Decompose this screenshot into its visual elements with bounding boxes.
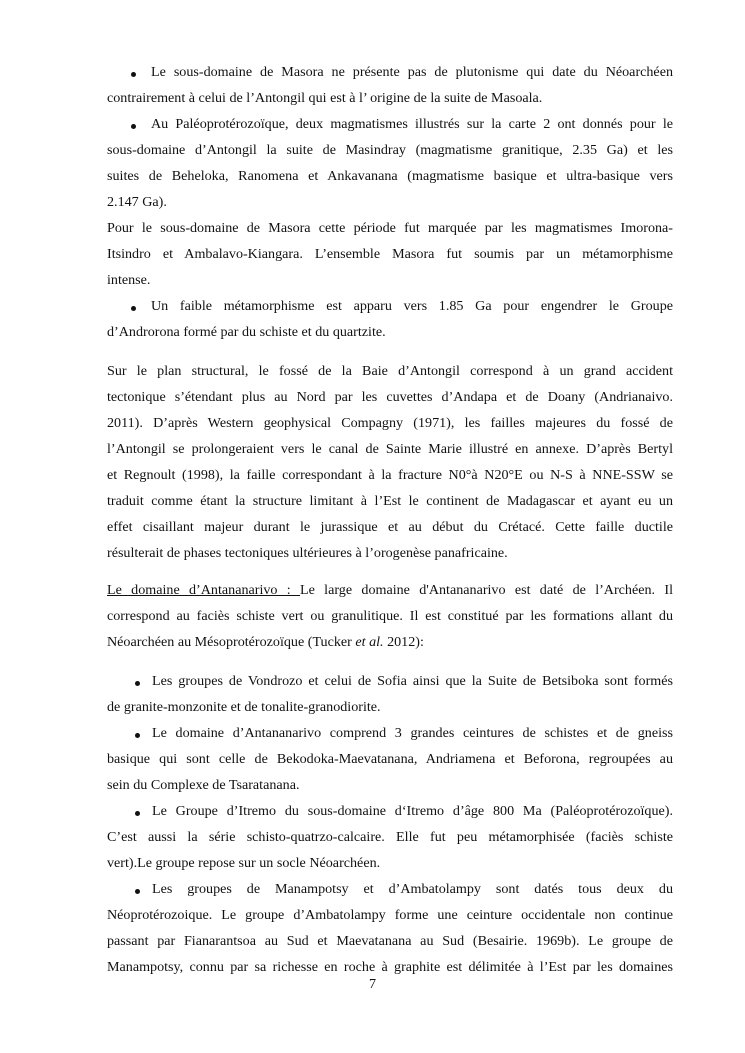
paragraph-line: tectonique s’étendant plus au Nord par les cuvettes d’Andapa et de Doany (Andrianaivo. <box>107 389 673 405</box>
paragraph-line: Sur le plan structural, le fossé de la Baie d’Antongil correspond à un grand accident <box>107 363 673 379</box>
bullet-icon <box>135 889 140 894</box>
bullet-icon <box>135 733 140 738</box>
paragraph-line: résulterait de phases tectoniques ultérieures à l’orogenèse panafricaine. <box>107 545 508 561</box>
paragraph-line: Néoprotérozoique. Le groupe d’Ambatolampy forme une ceinture occidentale non continue <box>107 907 673 923</box>
bullet-icon <box>131 72 136 77</box>
paragraph-line: sous-domaine d’Antongil la suite de Masindray (magmatisme granitique, 2.35 Ga) et les <box>107 142 673 158</box>
paragraph-line: Un faible métamorphisme est apparu vers 1.85 Ga pour engendrer le Groupe <box>151 298 673 314</box>
paragraph-line: 2.147 Ga). <box>107 194 167 210</box>
paragraph-line: intense. <box>107 272 151 288</box>
paragraph-line: Le domaine d’Antananarivo comprend 3 grandes ceintures de schistes et de gneiss <box>152 725 673 741</box>
citation-text-end: 2012): <box>383 634 424 650</box>
paragraph-line: C’est aussi la série schisto-quatrzo-calcaire. Elle fut peu métamorphisée (faciès schiste <box>107 829 673 845</box>
paragraph-line: suites de Beheloka, Ranomena et Ankavanana (magmatisme basique et ultra-basique vers <box>107 168 673 184</box>
paragraph-line: Itsindro et Ambalavo-Kiangara. L’ensemble Masora fut soumis par un métamorphisme <box>107 246 673 262</box>
paragraph-line: Manampotsy, connu par sa richesse en roche à graphite est délimitée à l’Est par les domaines <box>107 959 673 975</box>
bullet-icon <box>135 811 140 816</box>
paragraph-line: contrairement à celui de l’Antongil qui est à l’ origine de la suite de Masoala. <box>107 90 543 106</box>
paragraph-line: de granite-monzonite et de tonalite-granodiorite. <box>107 699 381 715</box>
paragraph-line: Le sous-domaine de Masora ne présente pas de plutonisme qui date du Néoarchéen <box>151 64 673 80</box>
paragraph-line: 2011). D’après Western geophysical Compagny (1971), les failles majeures du fossé de <box>107 415 673 431</box>
paragraph-line: Le Groupe d’Itremo du sous-domaine d‘Itremo d’âge 800 Ma (Paléoprotérozoïque). <box>152 803 673 819</box>
paragraph-line: Les groupes de Manampotsy et d’Ambatolampy sont datés tous deux du <box>152 881 673 897</box>
paragraph-line: correspond au faciès schiste vert ou granulitique. Il est constitué par les formations allant du <box>107 608 673 624</box>
heading-line-text: Le large domaine d'Antananarivo est daté de l’Archéen. Il <box>300 582 673 598</box>
paragraph-line <box>107 632 673 652</box>
bullet-icon <box>131 124 136 129</box>
bullet-icon <box>131 306 136 311</box>
paragraph-line: d’Androrona formé par du schiste et du quartzite. <box>107 324 386 340</box>
paragraph-line: Pour le sous-domaine de Masora cette période fut marquée par les magmatismes Imorona- <box>107 220 673 236</box>
bullet-icon <box>135 681 140 686</box>
paragraph-line: et Regnoult (1998), la faille correspondant à la fracture N0°à N20°E ou N-S à NNE-SSW se <box>107 467 673 483</box>
citation-italic: et al. <box>355 634 384 650</box>
paragraph-line: sein du Complexe de Tsaratanana. <box>107 777 300 793</box>
paragraph-line: vert).Le groupe repose sur un socle Néoarchéen. <box>107 855 381 871</box>
paragraph-line: basique qui sont celle de Bekodoka-Maevatanana, Andriamena et Beforona, regroupées au <box>107 751 673 767</box>
paragraph-line: passant par Fianarantsoa au Sud et Maevatanana au Sud (Besairie. 1969b). Le groupe de <box>107 933 673 949</box>
section-heading: Le domaine d’Antananarivo : <box>107 582 300 598</box>
paragraph-line: l’Antongil se prolongeraient vers le canal de Sainte Marie illustré en annexe. D’après Bertyl <box>107 441 673 457</box>
paragraph-line: traduit comme étant la structure limitant à l’Est le continent de Madagascar et ayant eu un <box>107 493 673 509</box>
section-heading-line <box>107 580 673 600</box>
citation-text: Néoarchéen au Mésoprotérozoïque (Tucker <box>107 634 356 650</box>
paragraph-line: effet cisaillant majeur durant le jurassique et au début du Crétacé. Cette faille ductile <box>107 519 673 535</box>
page-number: 7 <box>368 976 377 992</box>
paragraph-line: Au Paléoprotérozoïque, deux magmatismes illustrés sur la carte 2 ont donnés pour le <box>151 116 673 132</box>
paragraph-line: Les groupes de Vondrozo et celui de Sofia ainsi que la Suite de Betsiboka sont formés <box>152 673 673 689</box>
